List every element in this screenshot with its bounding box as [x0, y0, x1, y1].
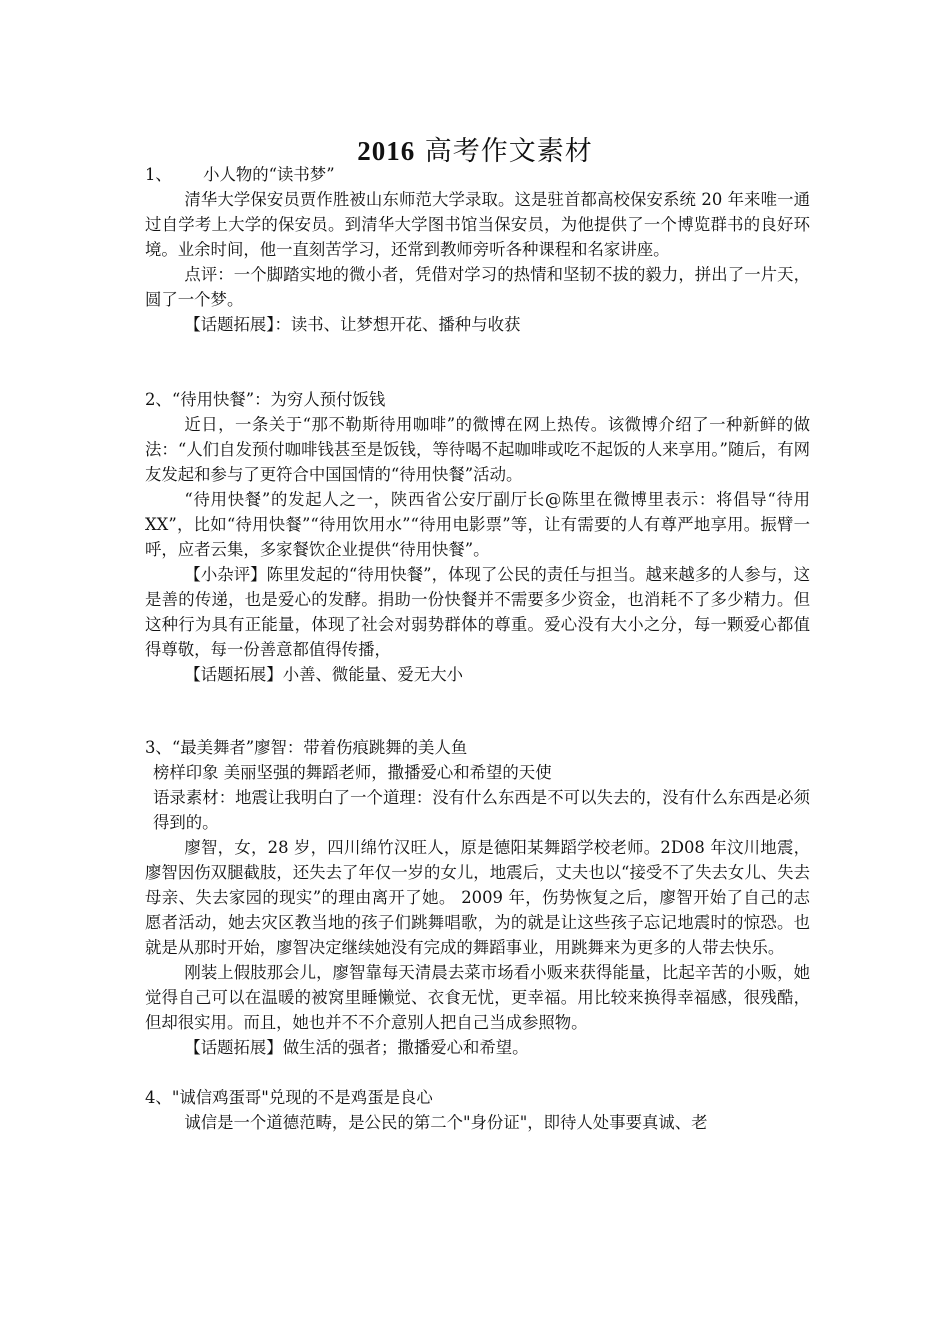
section-2-paragraph-1: 近日，一条关于“那不勒斯待用咖啡”的微博在网上热传。该微博介绍了一种新鲜的做法：“人们自发预付咖啡钱甚至是饭钱，等待喝不起咖啡或吃不起饭的人来享用。”随后，有网友发起和参与了更符合中国国情的“待用快餐”活动。: [145, 415, 810, 484]
section-3-paragraph-1: 廖智，女，28 岁，四川绵竹汉旺人，原是德阳某舞蹈学校老师。2D08 年汶川地震，廖智因伤双腿截肢，还失去了年仅一岁的女儿，地震后，丈夫也以“接受不了失去女儿、失去母亲、失去家园的现实”的理由离开了她。 2009 年，伤势恢复之后，廖智开始了自己的志愿者活动，她去灾区教当地的孩子们跳舞唱歌，为的就是让这些孩子忘记地震时的惊恐。也就是从那时开始，廖智决定继续她没有完成的舞蹈事业，用跳舞来为更多的人带去快乐。: [145, 838, 810, 957]
spacer: [145, 337, 810, 387]
section-3-heading: 3、“最美舞者”廖智：带着伤痕跳舞的美人鱼: [145, 738, 468, 757]
title-text: 高考作文素材: [424, 136, 593, 168]
section-3-topics: 【话题拓展】做生活的强者；撒播爱心和希望。: [184, 1038, 529, 1057]
section-1-paragraph: 清华大学保安员贾作胜被山东师范大学录取。这是驻首都高校保安系统 20 年来唯一通过自学考上大学的保安员。到清华大学图书馆当保安员，为他提供了一个博览群书的良好环境。业余时间，他一直刻苦学习，还常到教师旁听各种课程和名家讲座。: [145, 190, 810, 259]
section-3-quote: 语录素材：地震让我明白了一个道理：没有什么东西是不可以失去的，没有什么东西是必须得到的。: [153, 788, 810, 832]
spacer: [145, 1060, 810, 1085]
section-3-impression: 榜样印象 美丽坚强的舞蹈老师，撒播爱心和希望的天使: [153, 763, 552, 782]
section-1-topics: 【话题拓展】：读书、让梦想开花、播种与收获: [184, 315, 521, 334]
section-2-topics: 【话题拓展】小善、微能量、爱无大小: [184, 665, 463, 684]
section-2-review: 【小杂评】陈里发起的“待用快餐”，体现了公民的责任与担当。越来越多的人参与，这是善的传递，也是爱心的发酵。捐助一份快餐并不需要多少资金，也消耗不了多少精力。但这种行为具有正能量，体现了社会对弱势群体的尊重。爱心没有大小之分，每一颗爱心都值得尊敬，每一份善意都值得传播，: [145, 565, 810, 659]
document-body: [145, 162, 810, 1135]
section-1-heading: 1、 小人物的“读书梦”: [145, 165, 335, 184]
section-1-comment: 点评：一个脚踏实地的微小者，凭借对学习的热情和坚韧不拔的毅力，拼出了一片天，圆了一个梦。: [145, 265, 810, 309]
section-4-heading: 4、"诚信鸡蛋哥"兑现的不是鸡蛋是良心: [145, 1088, 433, 1107]
title-year: 2016: [357, 136, 416, 167]
section-4-paragraph-1: 诚信是一个道德范畴，是公民的第二个"身份证"，即待人处事要真诚、老: [184, 1113, 708, 1132]
section-2-paragraph-2: “待用快餐”的发起人之一，陕西省公安厅副厅长@陈里在微博里表示：将倡导“待用 XX”，比如“待用快餐”“待用饮用水”“待用电影票”等，让有需要的人有尊严地享用。振臂一呼，应者云集，多家餐饮企业提供“待用快餐”。: [145, 490, 810, 559]
section-3-paragraph-2: 刚装上假肢那会儿，廖智靠每天清晨去菜市场看小贩来获得能量，比起辛苦的小贩，她觉得自己可以在温暖的被窝里睡懒觉、衣食无忧，更幸福。用比较来换得幸福感，很残酷，但却很实用。而且，她也并不不介意别人把自己当成参照物。: [145, 963, 810, 1032]
section-2-heading: 2、“待用快餐”：为穷人预付饭钱: [145, 390, 386, 409]
spacer: [145, 687, 810, 735]
